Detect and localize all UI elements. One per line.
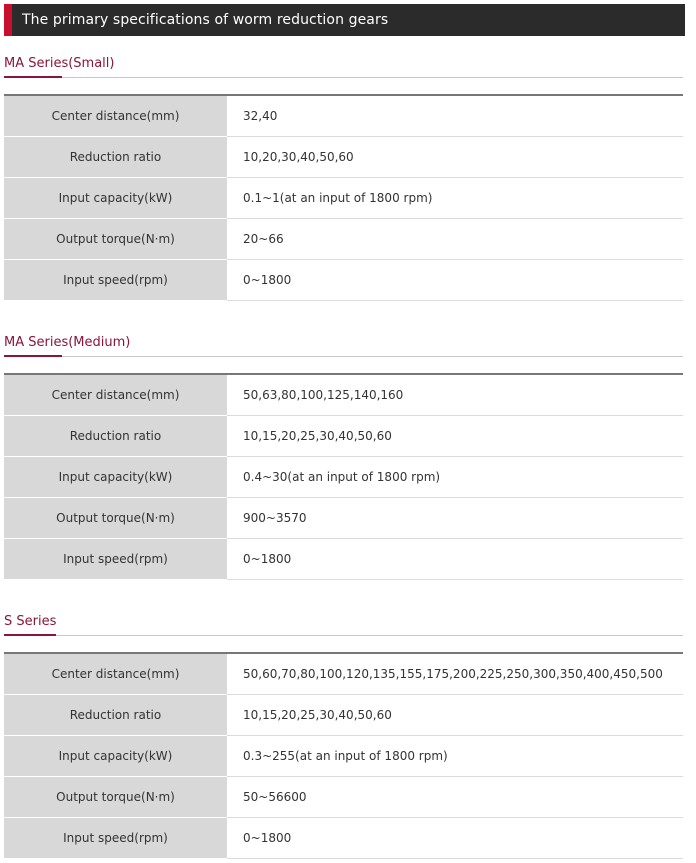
spec-table: [4, 94, 683, 301]
page-title: The primary specifications of worm reduction gears: [22, 12, 389, 28]
table-row: [4, 653, 683, 695]
table-row: [4, 374, 683, 416]
table-row: [4, 260, 683, 301]
table-row: [4, 178, 683, 219]
row-value: 32,40: [227, 95, 683, 137]
row-label: Input capacity(kW): [4, 178, 227, 219]
row-value: 0~1800: [227, 818, 683, 859]
row-label: Reduction ratio: [4, 137, 227, 178]
row-value: 50,63,80,100,125,140,160: [227, 374, 683, 416]
row-label: Output torque(N·m): [4, 498, 227, 539]
row-value: 900~3570: [227, 498, 683, 539]
row-value: 0.3~255(at an input of 1800 rpm): [227, 736, 683, 777]
table-row: [4, 457, 683, 498]
page-header: [4, 4, 685, 36]
section-heading: S Series: [4, 614, 57, 629]
row-value: 50,60,70,80,100,120,135,155,175,200,225,250,300,350,400,450,500: [227, 653, 683, 695]
section-heading: MA Series(Medium): [4, 335, 131, 350]
table-row: [4, 818, 683, 859]
spec-table: [4, 652, 683, 859]
row-label: Input capacity(kW): [4, 736, 227, 777]
table-row: [4, 219, 683, 260]
row-value: 0~1800: [227, 260, 683, 301]
row-value: 10,15,20,25,30,40,50,60: [227, 416, 683, 457]
row-value: 0.1~1(at an input of 1800 rpm): [227, 178, 683, 219]
row-value: 10,20,30,40,50,60: [227, 137, 683, 178]
section-ma-medium: [4, 331, 683, 566]
spec-table: [4, 373, 683, 580]
table-row: [4, 137, 683, 178]
row-label: Input speed(rpm): [4, 539, 227, 580]
row-label: Output torque(N·m): [4, 777, 227, 818]
table-row: [4, 736, 683, 777]
table-row: [4, 498, 683, 539]
row-label: Input speed(rpm): [4, 260, 227, 301]
row-value: 50~56600: [227, 777, 683, 818]
table-row: [4, 777, 683, 818]
section-ma-small: [4, 52, 683, 287]
row-value: 10,15,20,25,30,40,50,60: [227, 695, 683, 736]
table-row: [4, 695, 683, 736]
table-row: [4, 416, 683, 457]
section-title: [4, 52, 683, 78]
section-heading: MA Series(Small): [4, 56, 115, 71]
row-value: 20~66: [227, 219, 683, 260]
row-label: Center distance(mm): [4, 653, 227, 695]
row-value: 0.4~30(at an input of 1800 rpm): [227, 457, 683, 498]
table-row: [4, 539, 683, 580]
accent-bar: [4, 4, 12, 36]
table-row: [4, 95, 683, 137]
row-label: Reduction ratio: [4, 416, 227, 457]
section-title: [4, 331, 683, 357]
row-value: 0~1800: [227, 539, 683, 580]
row-label: Input speed(rpm): [4, 818, 227, 859]
row-label: Center distance(mm): [4, 374, 227, 416]
row-label: Output torque(N·m): [4, 219, 227, 260]
row-label: Input capacity(kW): [4, 457, 227, 498]
section-s-series: [4, 610, 683, 845]
section-title: [4, 610, 683, 636]
row-label: Reduction ratio: [4, 695, 227, 736]
row-label: Center distance(mm): [4, 95, 227, 137]
